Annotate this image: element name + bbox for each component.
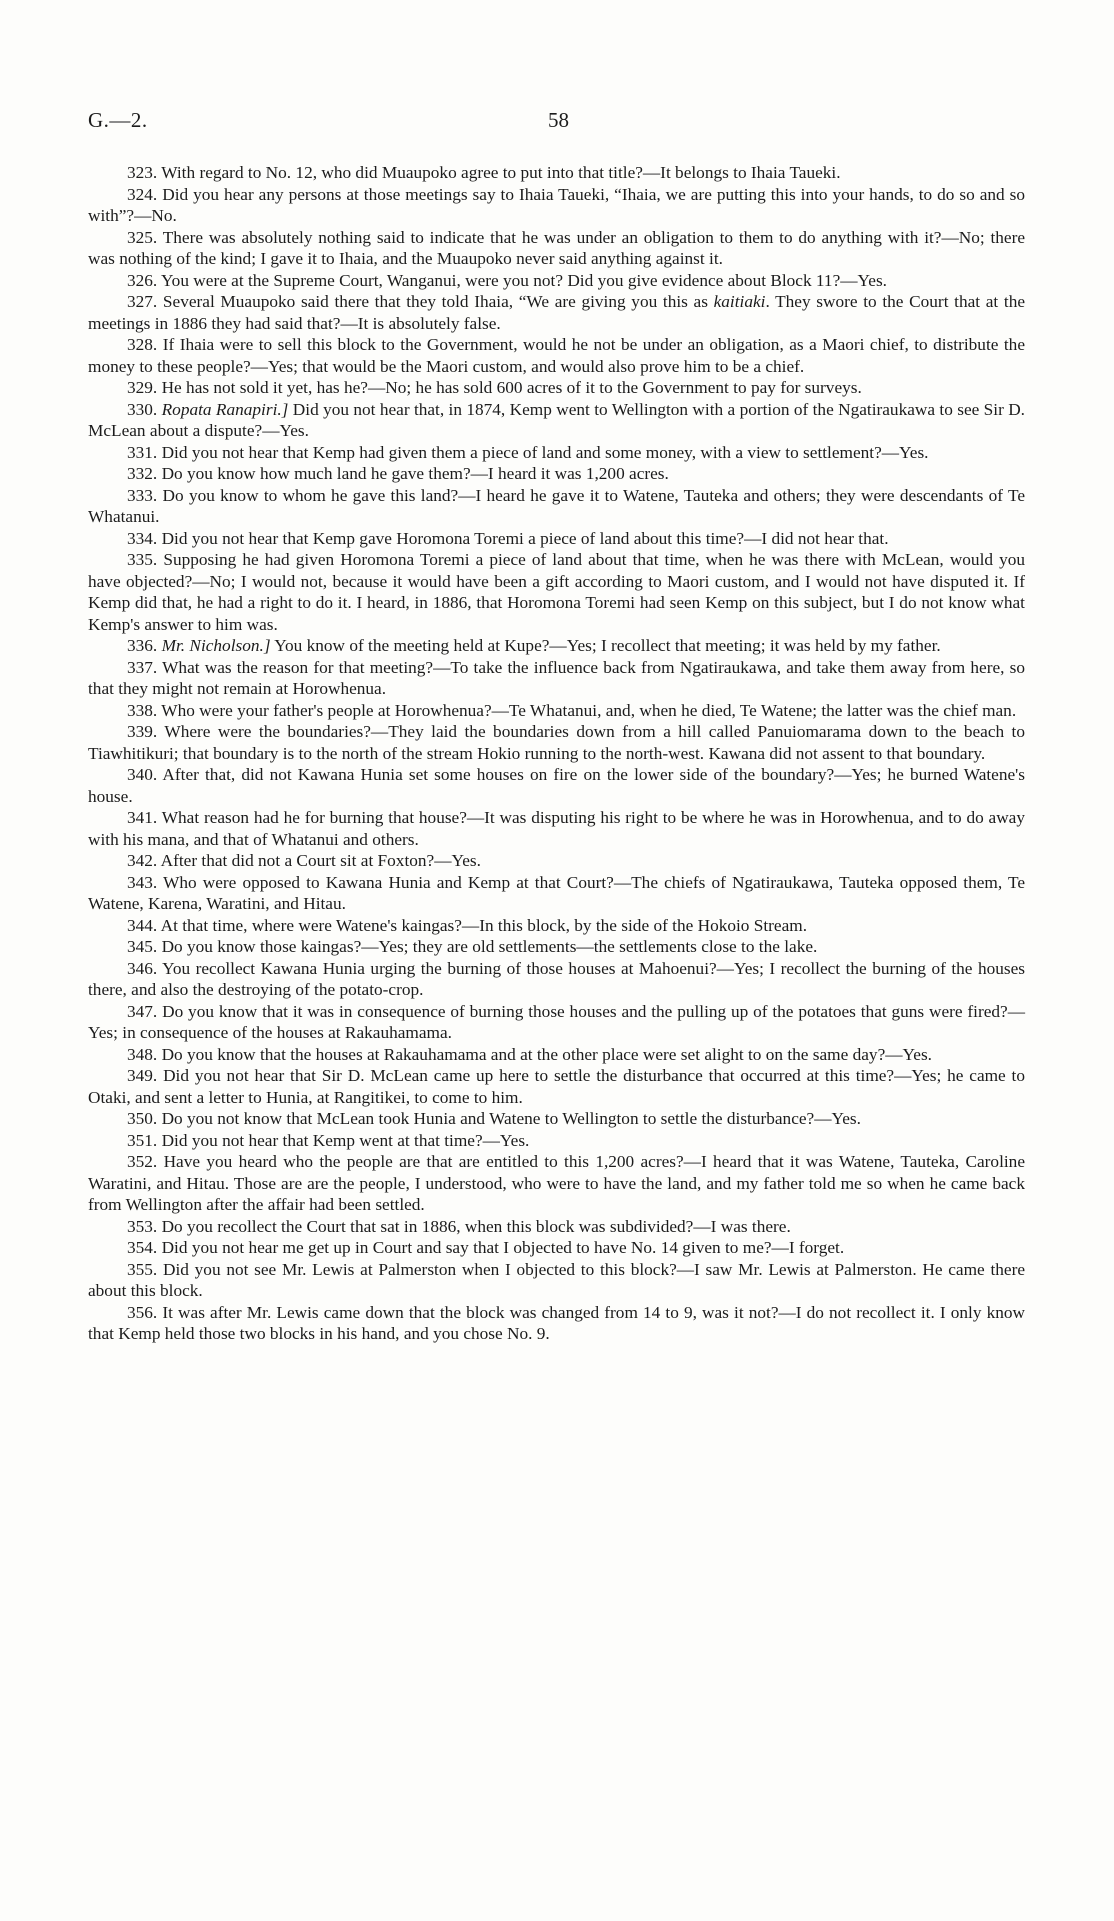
question-number: 351.	[127, 1130, 158, 1150]
question-number: 323.	[127, 163, 158, 182]
question-answer-329	[88, 377, 1025, 399]
question-number: 336.	[127, 636, 158, 655]
question-answer-335	[88, 549, 1025, 635]
question-answer-348	[88, 1044, 1025, 1066]
question-answer-text: After that did not a Court sit at Foxton?—Yes.	[160, 851, 481, 870]
question-answer-text: Did you not hear that Kemp had given them a piece of land and some money, with a view to settlement?—Yes.	[161, 442, 929, 462]
question-answer-text: Supposing he had given Horomona Toremi a piece of land about that time, when he was there with McLean, would you have objected?—No; I would not, because it would have been a gift according to Maori custom, and I would not have disputed it. If Kemp did that, he had a right to do it. I heard, in 1886, that Horomona Toremi had seen Kemp on this subject, but I do not know what Kemp's answer to him was.	[88, 550, 1026, 634]
question-answer-334	[88, 528, 1025, 550]
question-number: 354.	[127, 1238, 158, 1257]
question-number: 333.	[127, 485, 158, 505]
question-number: 332.	[127, 464, 158, 483]
question-number: 331.	[127, 442, 158, 462]
question-number: 345.	[127, 937, 158, 956]
question-number: 338.	[127, 700, 158, 720]
question-answer-text: You recollect Kawana Hunia urging the burning of those houses at Mahoenui?—Yes; I recollect the burning of the houses there, and also the destroying of the potato-crop.	[88, 958, 1025, 999]
question-answer-354	[88, 1237, 1025, 1259]
question-answer-text: There was absolutely nothing said to indicate that he was under an obligation to them to do anything with it?—No; there was nothing of the kind; I gave it to Ihaia, and the Muaupoko never said anything against it.	[88, 227, 1025, 268]
question-answer-text: Several Muaupoko said there that they told Ihaia, “We are giving you this as	[162, 292, 714, 311]
question-number: 339.	[127, 722, 158, 741]
question-answer-text: Do you know those kaingas?—Yes; they are old settlements—the settlements close to the lake.	[161, 937, 818, 956]
question-answer-349	[88, 1065, 1025, 1108]
question-number: 326.	[127, 270, 158, 290]
question-answer-351	[88, 1130, 1025, 1152]
question-answer-text: If Ihaia were to sell this block to the Government, would he not be under an obligation, as a Maori chief, to distribute the money to these people?—Yes; that would be the Maori custom, and would also prove him to be a chief.	[88, 335, 1025, 376]
question-answer-text: Did you not hear that Sir D. McLean came up here to settle the disturbance that occurred at this time?—Yes; he came to Otaki, and sent a letter to Hunia, at Rangitikei, to come to him.	[88, 1066, 1025, 1107]
question-answer-text: Did you hear any persons at those meetings say to Ihaia Taueki, “Ihaia, we are putting this into your hands, to do so and so with”?—No.	[88, 184, 1025, 225]
question-answer-text: Do you know to whom he gave this land?—I heard he gave it to Watene, Tauteka and others; they were descendants of Te Whatanui.	[88, 485, 1026, 526]
page-header	[88, 108, 1026, 138]
question-answer-text: Do you know that it was in consequence of burning those houses and the pulling up of the potatoes that guns were fired?—Yes; in consequence of the houses at Rakauhamama.	[88, 1001, 1025, 1042]
question-answer-text: Did you not hear that Kemp went at that time?—Yes.	[161, 1130, 530, 1150]
question-number: 337.	[127, 657, 158, 677]
question-answer-350	[88, 1108, 1025, 1130]
question-number: 328.	[127, 335, 158, 354]
question-answer-331	[88, 442, 1025, 464]
question-number: 340.	[127, 765, 158, 784]
question-number: 353.	[127, 1216, 158, 1236]
question-number: 324.	[127, 184, 158, 204]
question-answer-text: Do you not know that McLean took Hunia and Watene to Wellington to settle the disturbance?—Yes.	[161, 1109, 861, 1128]
question-answer-347	[88, 1001, 1025, 1044]
question-answer-text: Who were your father's people at Horowhenua?—Te Whatanui, and, when he died, Te Watene; the latter was the chief man.	[161, 700, 1017, 720]
italic-term: kaitiaki	[713, 292, 766, 311]
question-answer-352	[88, 1151, 1025, 1216]
page-number: 58	[548, 108, 569, 132]
question-answer-345	[88, 936, 1025, 958]
question-number: 350.	[127, 1109, 158, 1128]
question-answer-text: Do you know that the houses at Rakauhamama and at the other place were set alight to on the same day?—Yes.	[161, 1044, 932, 1064]
question-answer-text: He has not sold it yet, has he?—No; he has sold 600 acres of it to the Government to pay for surveys.	[161, 378, 862, 397]
question-number: 330.	[127, 399, 158, 419]
question-answer-text: Have you heard who the people are that are entitled to this 1,200 acres?—I heard that it was Watene, Tauteka, Caroline Waratini, and Hitau. Those are are the people, I understood, who were to have the land, and my father told me so when he came back from Wellington after the affair had been settled.	[88, 1152, 1025, 1214]
question-answer-323	[88, 162, 1025, 184]
question-answer-326	[88, 270, 1025, 292]
question-answer-text: It was after Mr. Lewis came down that the block was changed from 14 to 9, was it not?—I do not recollect it. I only know that Kemp held those two blocks in his hand, and you chose No. 9.	[88, 1302, 1025, 1343]
question-number: 347.	[127, 1001, 158, 1021]
question-number: 325.	[127, 227, 158, 247]
question-answer-330	[88, 399, 1025, 442]
question-answer-340	[88, 764, 1025, 807]
question-number: 342.	[127, 851, 158, 870]
question-answer-text: You were at the Supreme Court, Wanganui, were you not? Did you give evidence about Block 11?—Yes.	[160, 270, 887, 290]
question-answer-text: Did you not hear that Kemp gave Horomona Toremi a piece of land about this time?—I did not hear that.	[161, 528, 889, 548]
speaker-name: Ropata Ranapiri.]	[161, 399, 289, 419]
question-answer-text: With regard to No. 12, who did Muaupoko agree to put into that title?—It belongs to Ihaia Taueki.	[161, 163, 841, 182]
question-number: 355.	[127, 1259, 158, 1279]
evidence-body	[88, 162, 1025, 1345]
question-answer-333	[88, 485, 1025, 528]
question-answer-text: Do you know how much land he gave them?—I heard it was 1,200 acres.	[161, 464, 669, 483]
question-answer-text: Did you not hear that, in 1874, Kemp went to Wellington with a portion of the Ngatiraukawa to see Sir D. McLean about a dispute?—Yes.	[88, 399, 1026, 440]
question-answer-text: What was the reason for that meeting?—To take the influence back from Ngatiraukawa, and take them away from here, so that they might not remain at Horowhenua.	[88, 657, 1026, 698]
question-answer-text: Did you not see Mr. Lewis at Palmerston when I objected to this block?—I saw Mr. Lewis at Palmerston. He came there about this block.	[88, 1259, 1025, 1300]
question-answer-356	[88, 1302, 1025, 1345]
question-answer-339	[88, 721, 1025, 764]
question-answer-327	[88, 291, 1025, 334]
question-answer-text: Do you recollect the Court that sat in 1886, when this block was subdivided?—I was there.	[161, 1216, 791, 1236]
question-answer-text: After that, did not Kawana Hunia set some houses on fire on the lower side of the boundary?—Yes; he burned Watene's house.	[88, 765, 1025, 806]
question-answer-338	[88, 700, 1025, 722]
question-answer-text-continued: . They swore to the Court that at the meetings in 1886 they had said that?—It is absolutely false.	[88, 292, 1026, 333]
question-number: 334.	[127, 528, 158, 548]
question-answer-343	[88, 872, 1025, 915]
question-answer-text: What reason had he for burning that house?—It was disputing his right to be where he was in Horowhenua, and to do away with his mana, and that of Whatanui and others.	[88, 808, 1025, 849]
speaker-name: Mr. Nicholson.]	[161, 636, 271, 655]
question-number: 348.	[127, 1044, 158, 1064]
question-number: 329.	[127, 378, 158, 397]
question-answer-332	[88, 463, 1025, 485]
question-answer-text: You know of the meeting held at Kupe?—Yes; I recollect that meeting; it was held by my father.	[270, 636, 941, 655]
question-answer-328	[88, 334, 1025, 377]
question-answer-344	[88, 915, 1025, 937]
question-number: 327.	[127, 292, 158, 311]
paper-reference: G.—2.	[88, 108, 148, 132]
question-number: 341.	[127, 808, 158, 827]
question-number: 344.	[127, 915, 158, 935]
question-answer-324	[88, 184, 1025, 227]
question-number: 346.	[127, 958, 158, 978]
question-number: 349.	[127, 1066, 158, 1085]
question-number: 335.	[127, 550, 158, 569]
question-answer-text: Who were opposed to Kawana Hunia and Kemp at that Court?—The chiefs of Ngatiraukawa, Tauteka opposed them, Te Watene, Karena, Waratini, and Hitau.	[88, 872, 1025, 913]
question-answer-325	[88, 227, 1025, 270]
question-answer-346	[88, 958, 1025, 1001]
question-answer-353	[88, 1216, 1025, 1238]
question-answer-text: Where were the boundaries?—They laid the boundaries down from a hill called Panuiomarama down to the beach to Tiawhitikuri; that boundary is to the north of the stream Hokio running to the north-west. Kawana did not assent to that boundary.	[88, 722, 1026, 763]
question-answer-text: At that time, where were Watene's kaingas?—In this block, by the side of the Hokoio Stream.	[160, 915, 808, 935]
question-answer-341	[88, 807, 1025, 850]
question-answer-342	[88, 850, 1025, 872]
question-answer-355	[88, 1259, 1025, 1302]
question-answer-text: Did you not hear me get up in Court and say that I objected to have No. 14 given to me?—I forget.	[161, 1238, 845, 1257]
question-answer-337	[88, 657, 1025, 700]
question-number: 352.	[127, 1152, 158, 1171]
question-answer-336	[88, 635, 1025, 657]
question-number: 343.	[127, 872, 158, 892]
question-number: 356.	[127, 1302, 158, 1322]
